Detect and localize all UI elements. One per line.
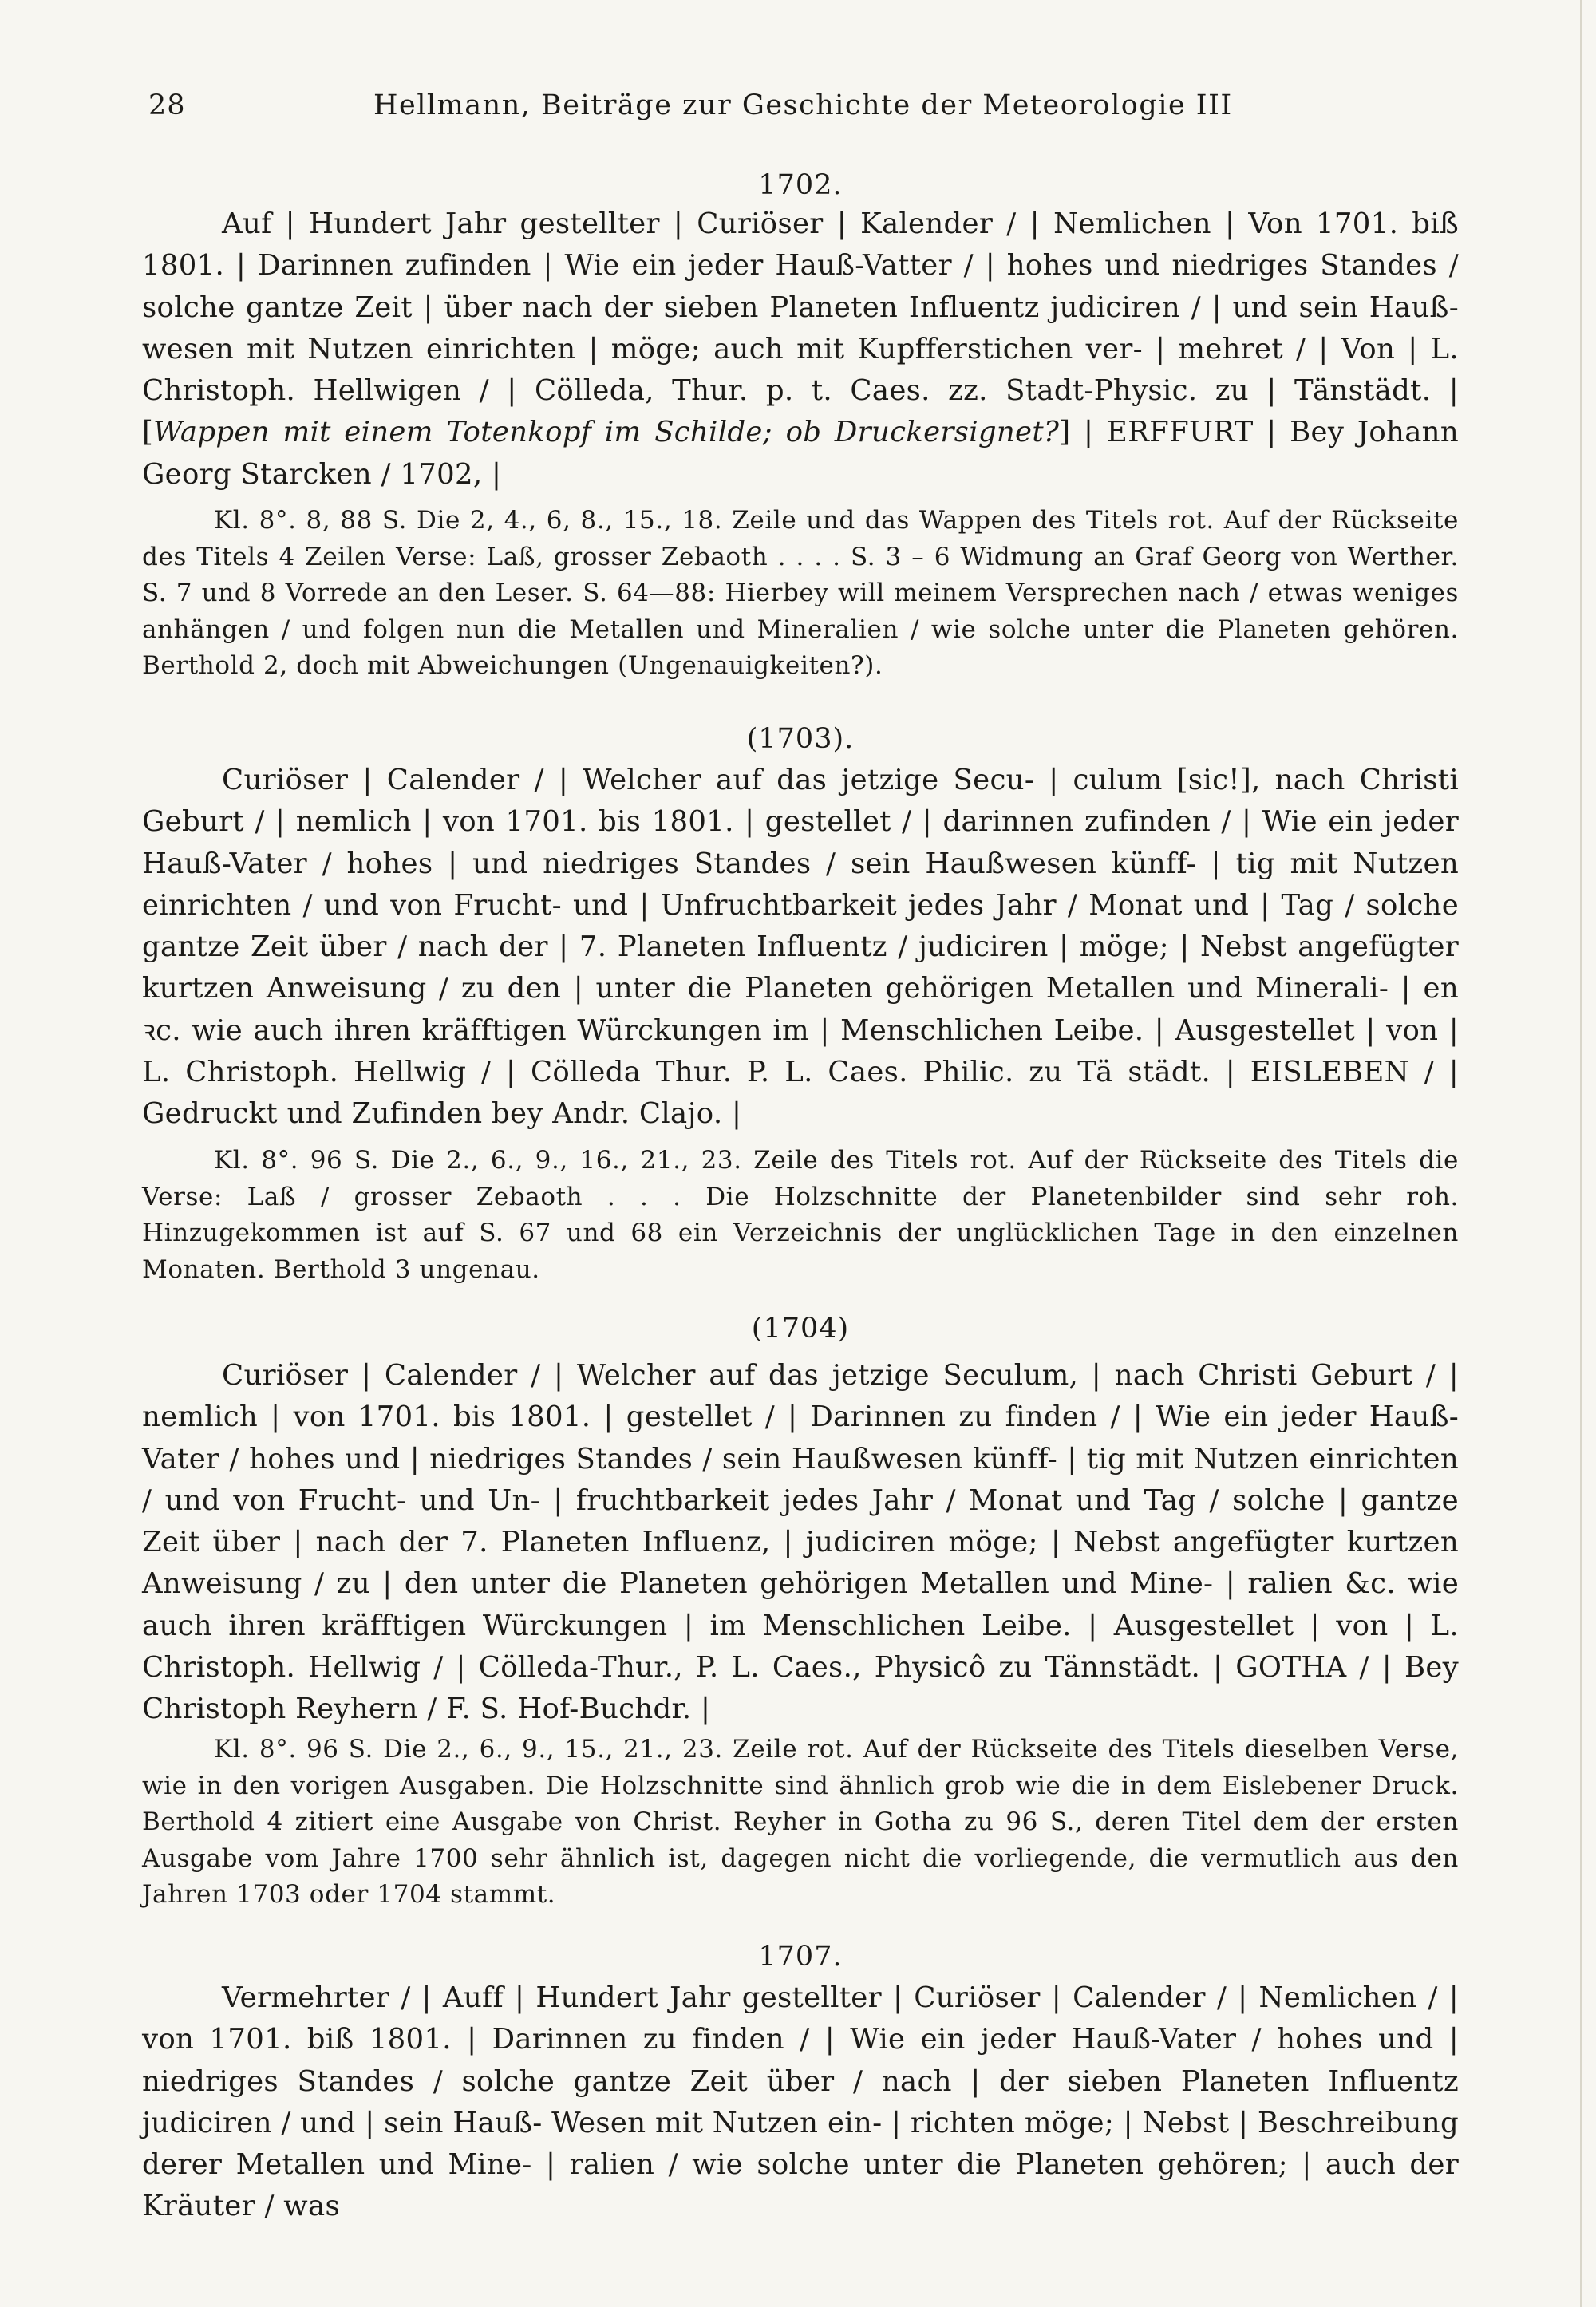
entry-year-1702: 1702. [758, 169, 843, 201]
title-text: Auf | Hundert Jahr gestellter | Curiöser | Kalender / | Nemlichen | Von 1701. biß 1801. | Darinnen zufinden | Wie ein jeder Hauß-Vatter / | hohes und niedriges Standes / solche gantze Zeit | über nach der sieben Planeten Influentz judiciren / | und sein Hauß-wesen mit Nutzen einrichten | möge; auch mit Kupfferstichen ver- | mehret / | Von | L. Christoph. Hellwigen / | Cölleda, Thur. p. t. Caes. zz. Stadt-Physic. zu | Tänstädt. | [ [142, 207, 1459, 449]
running-title: Hellmann, Beiträge zur Geschichte der Meteorologie III [373, 89, 1233, 121]
running-head [142, 89, 1459, 129]
entry-year-1704: (1704) [751, 1313, 850, 1345]
entry-note-1702: Kl. 8°. 8, 88 S. Die 2, 4., 6, 8., 15., 18. Zeile und das Wappen des Titels rot. Auf der Rückseite des Titels 4 Zeilen Verse: Laß, grosser Zebaoth . . . . S. 3 – 6 Widmung an Graf Georg von Werther. S. 7 und 8 Vorrede an den Leser. S. 64—88: Hierbey will meinem Versprechen nach / etwas weniges anhängen / und folgen nun die Metallen und Mineralien / wie solche unter die Planeten gehören. Berthold 2, doch mit Abweichungen (Ungenauigkeiten?). [142, 506, 1459, 680]
entry-note-1704: Kl. 8°. 96 S. Die 2., 6., 9., 15., 21., 23. Zeile rot. Auf der Rückseite des Titels dieselben Verse, wie in den vorigen Ausgaben. Die Holzschnitte sind ähnlich grob wie die in dem Eislebener Druck. Berthold 4 zitiert eine Ausgabe von Christ. Reyher in Gotha zu 96 S., deren Titel dem der ersten Ausgabe vom Jahre 1700 sehr ähnlich ist, dagegen nicht die vorliegende, die vermutlich aus den Jahren 1703 oder 1704 stammt. [142, 1735, 1459, 1909]
entry-title-1702 [142, 203, 1459, 496]
entry-note-1703: Kl. 8°. 96 S. Die 2., 6., 9., 16., 21., 23. Zeile des Titels rot. Auf der Rückseite des Titels die Verse: Laß / grosser Zebaoth . . . Die Holzschnitte der Planetenbilder sind sehr roh. Hinzugekommen ist auf S. 67 und 68 ein Verzeichnis der unglücklichen Tage in den einzelnen Monaten. Berthold 3 ungenau. [142, 1146, 1459, 1284]
entry-title-1703: Curiöser | Calender / | Welcher auf das jetzige Secu- | culum [sic!], nach Christi Geburt / | nemlich | von 1701. bis 1801. | gestellet / | darinnen zufinden / | Wie ein jeder Hauß-Vater / hohes | und niedriges Standes / sein Haußwesen künff- | tig mit Nutzen einrichten / und von Frucht- und | Unfruchtbarkeit jedes Jahr / Monat und | Tag / solche gantze Zeit über / nach der | 7. Planeten Influentz / judiciren | möge; | Nebst angefügter kurtzen Anweisung / zu den | unter die Planeten gehörigen Metallen und Minerali- | en ꝛc. wie auch ihren kräfftigen Würckungen im | Menschlichen Leibe. | Ausgestellet | von | L. Christoph. Hellwig / | Cölleda Thur. P. L. Caes. Philic. zu Tä städt. | EISLEBEN / | Gedruckt und Zufinden bey Andr. Clajo. | [142, 764, 1459, 1131]
title-text-end: ] | ERFFURT | Bey Johann Georg Starcken / 1702, | [142, 416, 1459, 491]
entry-year-1703: (1703). [746, 723, 855, 755]
page-number: 28 [148, 89, 186, 121]
title-italic-note: Wappen mit einem Totenkopf im Schilde; ob Druckersignet? [153, 416, 1060, 449]
entry-title-1707: Vermehrter / | Auff | Hundert Jahr gestellter | Curiöser | Calender / | Nemlichen / | von 1701. biß 1801. | Darinnen zu finden / | Wie ein jeder Hauß-Vater / hohes und | niedriges Standes / solche gantze Zeit über / nach | der sieben Planeten Influentz judiciren / und | sein Hauß- Wesen mit Nutzen ein- | richten möge; | Nebst | Beschreibung derer Metallen und Mine- | ralien / wie solche unter die Planeten gehören; | auch der Kräuter / was [142, 1981, 1459, 2223]
entry-title-1704: Curiöser | Calender / | Welcher auf das jetzige Seculum, | nach Christi Geburt / | nemlich | von 1701. bis 1801. | gestellet / | Darinnen zu finden / | Wie ein jeder Hauß-Vater / hohes und | niedriges Standes / sein Haußwesen künff- | tig mit Nutzen einrichten / und von Frucht- und Un- | fruchtbarkeit jedes Jahr / Monat und Tag / solche | gantze Zeit über | nach der 7. Planeten Influenz, | judiciren möge; | Nebst angefügter kurtzen Anweisung / zu | den unter die Planeten gehörigen Metallen und Mine- | ralien &c. wie auch ihren kräfftigen Würckungen | im Menschlichen Leibe. | Ausgestellet | von | L. Christoph. Hellwig / | Cölleda-Thur., P. L. Caes., Physicô zu Tännstädt. | GOTHA / | Bey Christoph Reyhern / F. S. Hof-Buchdr. | [142, 1359, 1459, 1726]
entry-year-1707: 1707. [758, 1941, 843, 1973]
page-edge-line [1580, 0, 1582, 2307]
